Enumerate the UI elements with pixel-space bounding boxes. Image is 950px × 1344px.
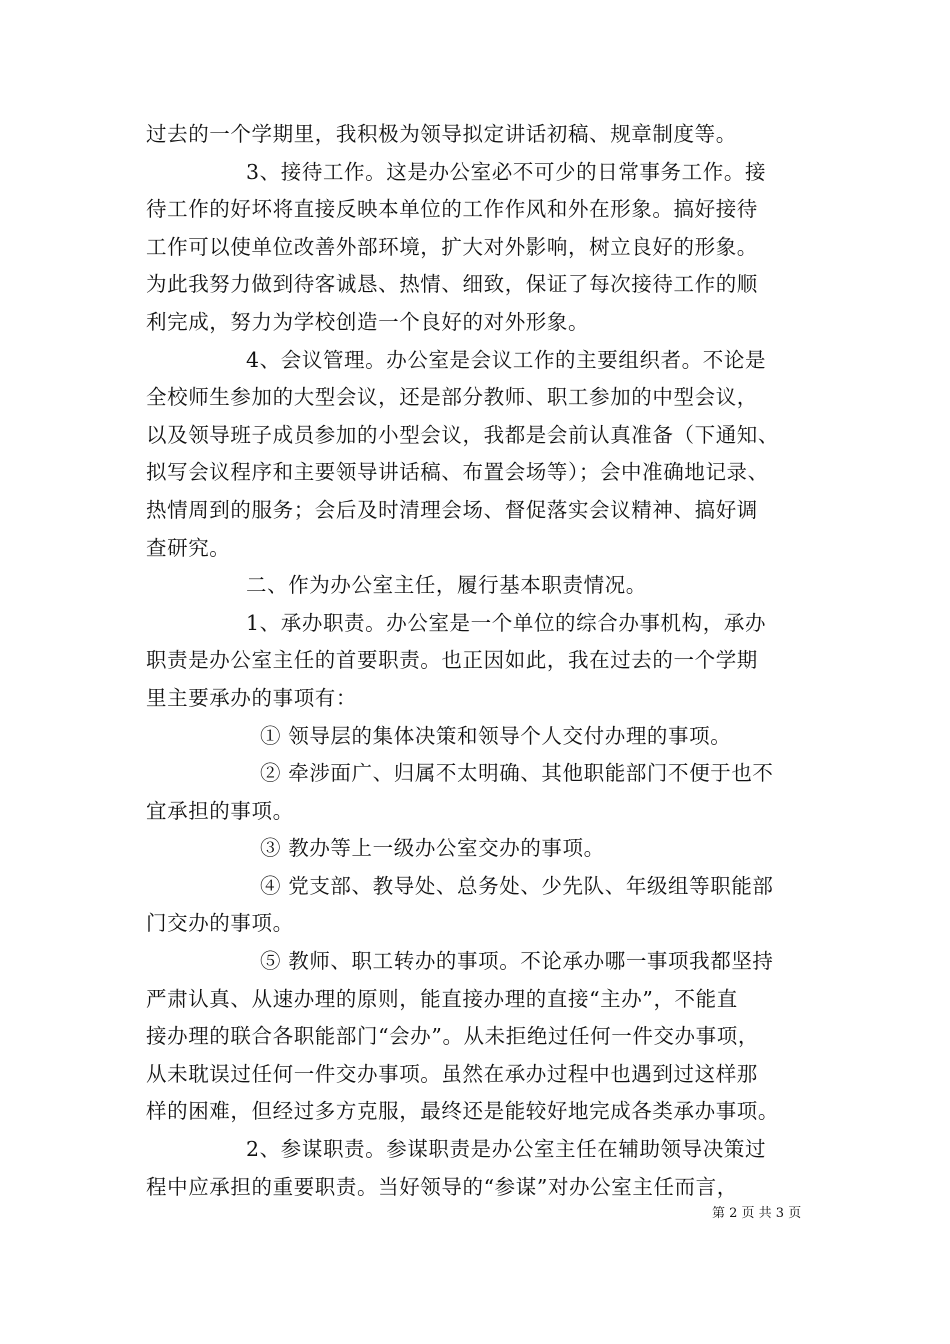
text-line: 门交办的事项。 [146, 911, 294, 936]
list-item: ③ 教办等上一级办公室交办的事项。 [260, 836, 605, 861]
list-item: ① 领导层的集体决策和领导个人交付办理的事项。 [260, 723, 732, 748]
text-line: 样的困难，但经过多方克服，最终还是能较好地完成各类承办事项。 [146, 1099, 779, 1124]
text-line: 从未耽误过任何一件交办事项。虽然在承办过程中也遇到过这样那 [146, 1061, 758, 1086]
body-text [146, 116, 816, 1206]
text-line: 里主要承办的事项有： [146, 685, 357, 710]
text-line: 热情周到的服务；会后及时清理会场、督促落实会议精神、搞好调 [146, 497, 758, 522]
text-line: 工作可以使单位改善外部环境，扩大对外影响，树立良好的形象。 [146, 234, 758, 259]
page-number-footer: 第 2 页 共 3 页 [712, 1206, 802, 1221]
text-line: 严肃认真、从速办理的原则，能直接办理的直接“主办”，不能直 [146, 986, 738, 1011]
list-item: ② 牵涉面广、归属不太明确、其他职能部门不便于也不 [260, 761, 774, 786]
text-line: 2、参谋职责。参谋职责是办公室主任在辅助领导决策过 [246, 1137, 767, 1162]
text-line: 全校师生参加的大型会议，还是部分教师、职工参加的中型会议， [146, 385, 758, 410]
text-line: 待工作的好坏将直接反映本单位的工作作风和外在形象。搞好接待 [146, 197, 758, 222]
text-line: 1、承办职责。办公室是一个单位的综合办事机构，承办 [246, 610, 767, 635]
text-line: 宜承担的事项。 [146, 798, 294, 823]
text-line: 为此我努力做到待客诚恳、热情、细致，保证了每次接待工作的顺 [146, 272, 758, 297]
list-item: ⑤ 教师、职工转办的事项。不论承办哪一事项我都坚持 [260, 949, 774, 974]
text-line: 职责是办公室主任的首要职责。也正因如此，我在过去的一个学期 [146, 648, 758, 673]
text-line: 利完成，努力为学校创造一个良好的对外形象。 [146, 309, 590, 334]
text-line: 查研究。 [146, 535, 231, 560]
text-line: 拟写会议程序和主要领导讲话稿、布置会场等）；会中准确地记录、 [146, 460, 769, 485]
text-line: 程中应承担的重要职责。当好领导的“参谋”对办公室主任而言， [146, 1174, 738, 1199]
text-line: 4、会议管理。办公室是会议工作的主要组织者。不论是 [246, 347, 767, 372]
text-line: 3、接待工作。这是办公室必不可少的日常事务工作。接 [246, 159, 767, 184]
list-item: ④ 党支部、教导处、总务处、少先队、年级组等职能部 [260, 873, 774, 898]
section-heading: 二、作为办公室主任，履行基本职责情况。 [246, 573, 647, 598]
text-line: 过去的一个学期里，我积极为领导拟定讲话初稿、规章制度等。 [146, 122, 737, 146]
text-line: 以及领导班子成员参加的小型会议，我都是会前认真准备（下通知、 [146, 422, 779, 447]
text-line: 接办理的联合各职能部门“会办”。从未拒绝过任何一件交办事项， [146, 1024, 759, 1049]
